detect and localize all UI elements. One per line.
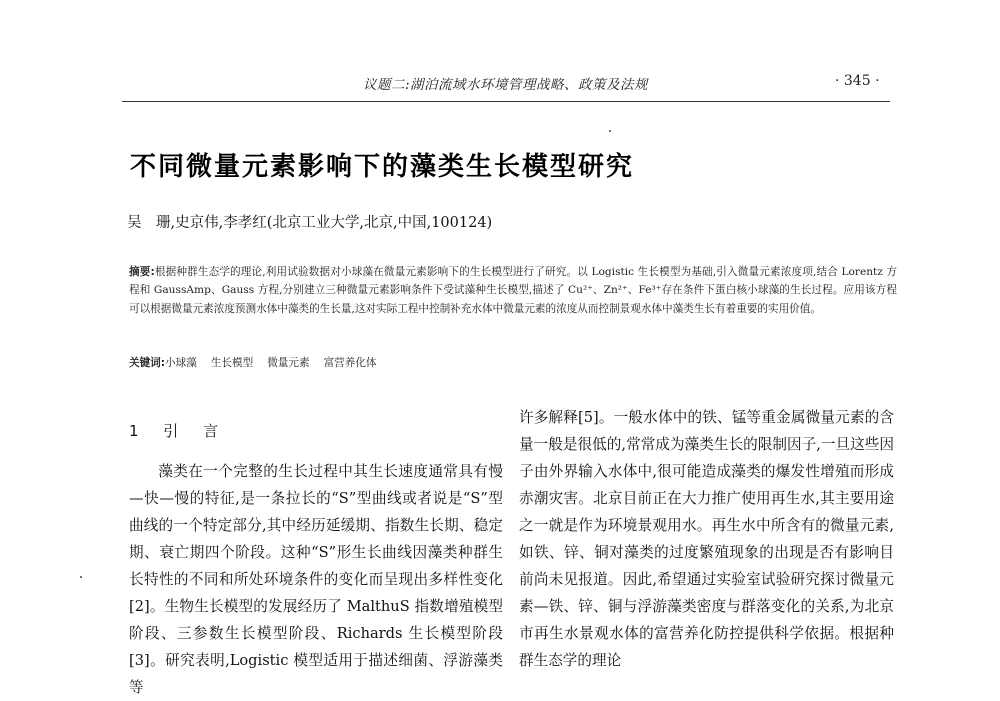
abstract [129, 263, 897, 318]
right-column [519, 404, 894, 674]
author-line: 吴 珊,史京伟,李孝红(北京工业大学,北京,中国,100124) [127, 215, 493, 231]
keyword: 微量元素 [267, 357, 310, 369]
abstract-label: 摘要: [129, 266, 155, 278]
running-title: 议题二:湖泊流域水环境管理战略、政策及法规 [363, 77, 649, 93]
header-rule [122, 101, 890, 102]
keyword: 富营养化体 [323, 357, 377, 369]
page-number: · 345 · [835, 73, 880, 89]
paper-title: 不同微量元素影响下的藻类生长模型研究 [130, 152, 635, 182]
paragraph: 藻类在一个完整的生长过程中其生长速度通常具有慢—快—慢的特征,是一条拉长的“S”型曲线或者说是“S”型曲线的一个特定部分,其中经历延缓期、指数生长期、稳定期、衰亡期四个阶段。这种“S”形生长曲线因藻类种群生长特性的不同和所处环境条件的变化而呈现出多样性变化[2]。生物生长模型的发展经历了 MalthuS 指数增殖模型阶段、三参数生长模型阶段、Richards 生长模型阶段[3]。研究表明,Logistic 模型适用于描述细菌、浮游藻类等 [129, 463, 503, 696]
scan-speck [80, 576, 82, 578]
section-heading: 1 引 言 [129, 422, 229, 440]
abstract-text: 根据种群生态学的理论,利用试验数据对小球藻在微量元素影响下的生长模型进行了研究。以 Logistic 生长模型为基础,引入微量元素浓度项,结合 Lorentz 方程和 GaussAmp、Gauss 方程,分别建立三种微量元素影响条件下受试藻种生长模型,描述了 Cu²⁺、Zn²⁺、Fe³⁺存在条件下蛋白核小球藻的生长过程。应用该方程可以根据微量元素浓度预测水体中藻类的生长量,这对实际工程中控制补充水体中微量元素的浓度从而控制景观水体中藻类生长有着重要的实用价值。 [129, 266, 897, 315]
keyword: 小球藻 [165, 357, 197, 369]
left-column [129, 458, 503, 701]
scan-speck [609, 130, 611, 132]
keyword: 生长模型 [210, 357, 254, 369]
keywords-label: 关键词: [129, 357, 166, 369]
paragraph: 许多解释[5]。一般水体中的铁、锰等重金属微量元素的含量一般是很低的,常常成为藻类生长的限制因子,一旦这些因子由外界输入水体中,很可能造成藻类的爆发性增殖而形成赤潮灾害。北京目前正在大力推广使用再生水,其主要用途之一就是作为环境景观用水。再生水中所含有的微量元素,如铁、锌、铜对藻类的过度繁殖现象的出现是否有影响目前尚未见报道。因此,希望通过实验室试验研究探讨微量元素—铁、锌、铜与浮游藻类密度与群落变化的关系,为北京市再生水景观水体的富营养化防控提供科学依据。根据种群生态学的理论 [519, 409, 894, 669]
keywords [129, 355, 391, 370]
